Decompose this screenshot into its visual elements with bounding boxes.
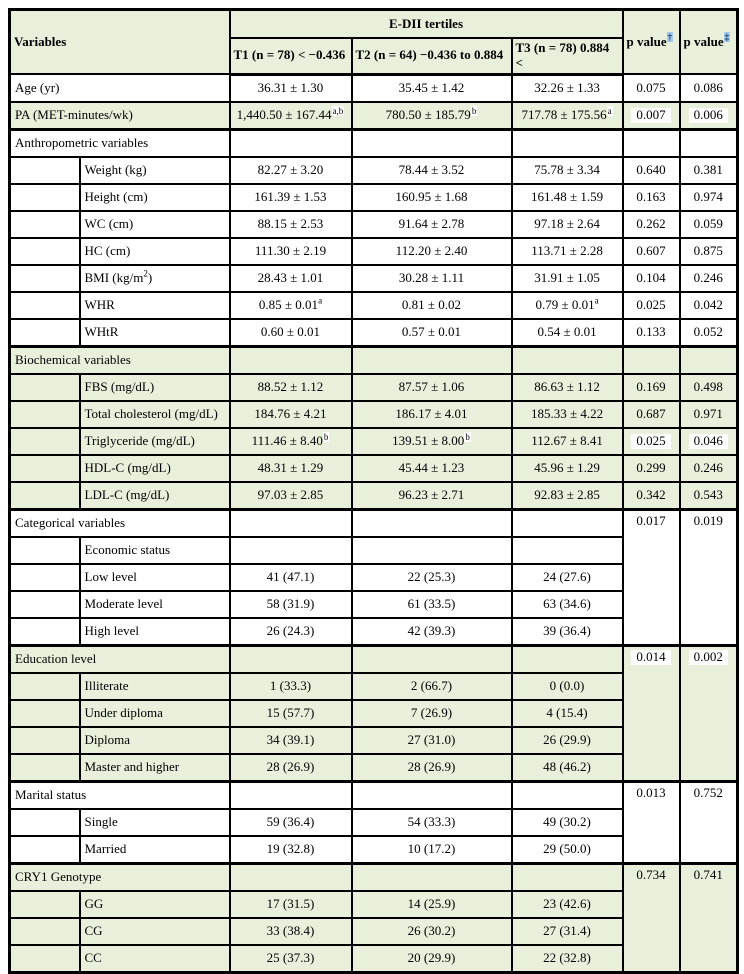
indent-cell: [10, 157, 80, 184]
cell-t2: 22 (25.3): [352, 564, 512, 591]
p-value-cell-2: [680, 102, 738, 130]
cell-t3: [512, 645, 623, 673]
p-value-cell-2: [680, 346, 738, 374]
row-label: WC (cm): [80, 211, 230, 238]
cell-t3: [512, 509, 623, 537]
section-row: [10, 509, 738, 537]
indent-cell: [10, 319, 80, 347]
p-value-cell-2: [680, 265, 738, 292]
row-label: Diploma: [80, 727, 230, 754]
p-value-cell-2: [680, 781, 738, 863]
p-value: 0.734: [636, 866, 666, 882]
p-value: 0.075: [636, 79, 666, 95]
indent-cell: [10, 401, 80, 428]
p-value: 0.104: [636, 269, 666, 285]
cell-t3: 26 (29.9): [512, 727, 623, 754]
p-value: 0.342: [636, 486, 666, 502]
indent-cell: [10, 184, 80, 211]
cell-t3: 112.67 ± 8.41: [512, 428, 623, 455]
cell-t1: 25 (37.3): [230, 945, 352, 973]
p-value-cell-2: [680, 509, 738, 645]
p-value: 0.875: [693, 242, 723, 258]
p-value-cell-2: [680, 455, 738, 482]
p-value: 0.169: [636, 378, 666, 394]
row-label: WHtR: [80, 319, 230, 347]
cell-t2: [352, 509, 512, 537]
cell-t1: 58 (31.9): [230, 591, 352, 618]
edii-tertiles-table: [8, 8, 739, 974]
cell-t3: [512, 129, 623, 157]
table-row: [10, 184, 738, 211]
table-row: [10, 319, 738, 347]
indent-cell: [10, 673, 80, 700]
p-value: 0.013: [631, 786, 670, 801]
row-label: HDL-C (mg/dL): [80, 455, 230, 482]
p-value-1-header: [623, 10, 680, 75]
p-value: 0.046: [689, 434, 728, 449]
table-row: [10, 455, 738, 482]
cell-t1: 33 (38.4): [230, 918, 352, 945]
table-row: [10, 428, 738, 455]
section-label: Biochemical variables: [10, 346, 230, 374]
p-value: 0.246: [693, 269, 723, 285]
cell-t3: [512, 346, 623, 374]
p-value-cell-1: [623, 102, 680, 130]
row-label: Weight (kg): [80, 157, 230, 184]
p-value: 0.052: [693, 323, 723, 339]
cell-t3: 86.63 ± 1.12: [512, 374, 623, 401]
cell-t1: 48.31 ± 1.29: [230, 455, 352, 482]
cell-t1: 1 (33.3): [230, 673, 352, 700]
cell-t1: [230, 781, 352, 809]
p-value: 0.741: [693, 866, 723, 882]
cell-t2: 112.20 ± 2.40: [352, 238, 512, 265]
cell-t3: 63 (34.6): [512, 591, 623, 618]
header-row-1: [10, 10, 738, 39]
cell-t1: 59 (36.4): [230, 809, 352, 836]
indent-cell: [10, 455, 80, 482]
cell-t1: 41 (47.1): [230, 564, 352, 591]
p-value-cell-2: [680, 428, 738, 455]
p-value: 0.971: [693, 405, 723, 421]
cell-t2: [352, 129, 512, 157]
cell-t3: 185.33 ± 4.22: [512, 401, 623, 428]
p-value: 0.133: [636, 323, 666, 339]
p-value: 0.006: [689, 108, 728, 123]
cell-t1: 19 (32.8): [230, 836, 352, 864]
cell-t2: [352, 537, 512, 564]
cell-t1: 0.60 ± 0.01: [230, 319, 352, 347]
cell-t3: 75.78 ± 3.34: [512, 157, 623, 184]
cell-t2: 139.51 ± 8.00$^b$: [352, 428, 512, 455]
cell-t1: [230, 863, 352, 891]
p-value-2-header: [680, 10, 738, 75]
p-value-cell-2: [680, 292, 738, 319]
p-value-cell-2: [680, 482, 738, 510]
cell-t2: [352, 781, 512, 809]
cell-t3: 49 (30.2): [512, 809, 623, 836]
table-row: [10, 374, 738, 401]
label-superscript: 2: [143, 268, 148, 279]
cell-t3: [512, 537, 623, 564]
p-value-cell-2: [680, 211, 738, 238]
cell-t2: 26 (30.2): [352, 918, 512, 945]
significance-marker: a: [594, 295, 599, 306]
row-label: CG: [80, 918, 230, 945]
row-label: PA (MET-minutes/wk): [10, 102, 230, 130]
cell-t2: 14 (25.9): [352, 891, 512, 918]
row-label: WHR: [80, 292, 230, 319]
row-label: BMI $(kg/m^2)$: [80, 265, 230, 292]
variables-header: Variables: [10, 10, 230, 75]
cell-t1: 34 (39.1): [230, 727, 352, 754]
cell-t2: 10 (17.2): [352, 836, 512, 864]
cell-t3: 113.71 ± 2.28: [512, 238, 623, 265]
indent-cell: [10, 374, 80, 401]
p-value: 0.381: [693, 161, 723, 177]
p-value-cell-1: [623, 319, 680, 347]
cell-t1: 111.30 ± 2.19: [230, 238, 352, 265]
p-value-cell-1: [623, 645, 680, 781]
row-label: CC: [80, 945, 230, 973]
cell-t1: 0.85 ± 0.01$^a$: [230, 292, 352, 319]
indent-cell: [10, 836, 80, 864]
p-value-cell-1: [623, 482, 680, 510]
cell-t1: [230, 129, 352, 157]
cell-t3: 97.18 ± 2.64: [512, 211, 623, 238]
row-label: Economic status: [80, 537, 230, 564]
p-value: 0.017: [631, 514, 670, 529]
row-label: Age (yr): [10, 74, 230, 102]
cell-t2: 61 (33.5): [352, 591, 512, 618]
table-row: [10, 157, 738, 184]
indent-cell: [10, 428, 80, 455]
cell-t3: [512, 863, 623, 891]
cell-t2: 0.57 ± 0.01: [352, 319, 512, 347]
cell-t1: [230, 509, 352, 537]
indent-cell: [10, 292, 80, 319]
cell-t3: 4 (15.4): [512, 700, 623, 727]
tertile-2-header: T2 (n = 64) −0.436 to 0.884: [352, 38, 512, 74]
p-value: 0.752: [693, 784, 723, 800]
indent-cell: [10, 618, 80, 646]
row-label: FBS (mg/dL): [80, 374, 230, 401]
p-value: 0.042: [689, 298, 728, 313]
tertile-1-header: T1 (n = 78) < −0.436: [230, 38, 352, 74]
p-value: 0.498: [693, 378, 723, 394]
p-value: 0.543: [693, 486, 723, 502]
row-label: Illiterate: [80, 673, 230, 700]
p-value: 0.299: [636, 459, 666, 475]
row-label: HC (cm): [80, 238, 230, 265]
cell-t1: 15 (57.7): [230, 700, 352, 727]
cell-t2: 7 (26.9): [352, 700, 512, 727]
cell-t1: $1,440.50 \pm 167.44^{a,b}$: [230, 102, 352, 130]
row-label: Master and higher: [80, 754, 230, 782]
p-value-cell-2: [680, 157, 738, 184]
table-body: [10, 74, 738, 972]
section-row: [10, 863, 738, 891]
table-row: [10, 292, 738, 319]
table-row: [10, 482, 738, 510]
cell-t1: 26 (24.3): [230, 618, 352, 646]
row-label: Single: [80, 809, 230, 836]
section-row: [10, 129, 738, 157]
p-value: 0.002: [689, 650, 728, 665]
table-row: [10, 401, 738, 428]
p-value-cell-1: [623, 428, 680, 455]
cell-t2: 45.44 ± 1.23: [352, 455, 512, 482]
row-label: Height (cm): [80, 184, 230, 211]
tertile-3-header: T3 (n = 78) 0.884 <: [512, 38, 623, 74]
cell-t1: 161.39 ± 1.53: [230, 184, 352, 211]
section-row: [10, 346, 738, 374]
cell-t3: [512, 781, 623, 809]
p-value: 0.086: [693, 79, 723, 95]
cell-t2: 35.45 ± 1.42: [352, 74, 512, 102]
section-label: CRY1 Genotype: [10, 863, 230, 891]
cell-t2: 42 (39.3): [352, 618, 512, 646]
row-label: Triglyceride (mg/dL): [80, 428, 230, 455]
indent-cell: [10, 754, 80, 782]
p-value-cell-1: [623, 374, 680, 401]
p-value-cell-1: [623, 157, 680, 184]
p-value: 0.974: [693, 188, 723, 204]
row-label: Low level: [80, 564, 230, 591]
cell-t3: 0 (0.0): [512, 673, 623, 700]
p-value-cell-1: [623, 346, 680, 374]
cell-t1: 28.43 ± 1.01: [230, 265, 352, 292]
cell-t3: 161.48 ± 1.59: [512, 184, 623, 211]
p-value-cell-1: [623, 265, 680, 292]
p-value-2-label: p value: [683, 33, 724, 49]
cell-t3: 0.79 ± 0.01$^a$: [512, 292, 623, 319]
cell-t3: 717.78 ± 175.56$^a$: [512, 102, 623, 130]
cell-t3: 22 (32.8): [512, 945, 623, 973]
p-value-cell-1: [623, 455, 680, 482]
cell-t2: 28 (26.9): [352, 754, 512, 782]
significance-marker: a: [318, 295, 323, 306]
p-value: 0.014: [631, 650, 670, 665]
table-row: [10, 265, 738, 292]
p-value: 0.025: [631, 434, 670, 449]
significance-marker: a: [607, 105, 612, 116]
cell-t1: 82.27 ± 3.20: [230, 157, 352, 184]
cell-t1: [230, 346, 352, 374]
indent-cell: [10, 564, 80, 591]
p-value-cell-2: [680, 74, 738, 102]
indent-cell: [10, 265, 80, 292]
p-value: 0.687: [636, 405, 666, 421]
cell-t1: 184.76 ± 4.21: [230, 401, 352, 428]
row-label: GG: [80, 891, 230, 918]
cell-t1: 97.03 ± 2.85: [230, 482, 352, 510]
p-value-cell-2: [680, 374, 738, 401]
cell-t1: 111.46 ± 8.40$^b$: [230, 428, 352, 455]
p-value-cell-1: [623, 129, 680, 157]
section-label: Marital status: [10, 781, 230, 809]
cell-t2: 87.57 ± 1.06: [352, 374, 512, 401]
indent-cell: [10, 238, 80, 265]
p-value: 0.163: [636, 188, 666, 204]
indent-cell: [10, 591, 80, 618]
p-value-cell-1: [623, 184, 680, 211]
section-label: Categorical variables: [10, 509, 230, 537]
cell-t3: 29 (50.0): [512, 836, 623, 864]
cell-t2: 0.81 ± 0.02: [352, 292, 512, 319]
indent-cell: [10, 891, 80, 918]
cell-t2: 27 (31.0): [352, 727, 512, 754]
p-value: 0.019: [689, 514, 728, 529]
p-value-cell-1: [623, 781, 680, 863]
table-row: [10, 238, 738, 265]
cell-t3: 39 (36.4): [512, 618, 623, 646]
row-label: Under diploma: [80, 700, 230, 727]
indent-cell: [10, 918, 80, 945]
indent-cell: [10, 809, 80, 836]
double-dagger-footnote-icon[interactable]: ‡: [724, 32, 730, 43]
indent-cell: [10, 482, 80, 510]
cell-t1: 88.15 ± 2.53: [230, 211, 352, 238]
p-value: 0.059: [693, 215, 723, 231]
cell-t2: 186.17 ± 4.01: [352, 401, 512, 428]
p-value-cell-1: [623, 401, 680, 428]
cell-t1: 17 (31.5): [230, 891, 352, 918]
p-value-cell-2: [680, 401, 738, 428]
p-value-cell-2: [680, 645, 738, 781]
p-value-cell-1: [623, 509, 680, 645]
table-row: [10, 211, 738, 238]
p-value: 0.262: [636, 215, 666, 231]
cell-t3: 27 (31.4): [512, 918, 623, 945]
significance-marker: b: [465, 431, 470, 442]
indent-cell: [10, 537, 80, 564]
p-value-cell-2: [680, 184, 738, 211]
p-value-cell-2: [680, 319, 738, 347]
cell-t3: 48 (46.2): [512, 754, 623, 782]
cell-t1: [230, 537, 352, 564]
significance-marker: a,b: [332, 105, 344, 116]
cell-t2: [352, 645, 512, 673]
cell-t3: 45.96 ± 1.29: [512, 455, 623, 482]
cell-t2: 54 (33.3): [352, 809, 512, 836]
row-label: Moderate level: [80, 591, 230, 618]
dagger-footnote-icon[interactable]: †: [667, 32, 673, 43]
indent-cell: [10, 727, 80, 754]
cell-t2: [352, 863, 512, 891]
p-value: 0.640: [636, 161, 666, 177]
table-row: [10, 74, 738, 102]
cell-t2: [352, 346, 512, 374]
cell-t2: 780.50 ± 185.79$^b$: [352, 102, 512, 130]
cell-t1: 36.31 ± 1.30: [230, 74, 352, 102]
tertiles-header: E-DII tertiles: [230, 10, 623, 39]
p-value-cell-2: [680, 129, 738, 157]
p-value-cell-2: [680, 238, 738, 265]
cell-t2: 78.44 ± 3.52: [352, 157, 512, 184]
cell-t2: 91.64 ± 2.78: [352, 211, 512, 238]
cell-t1: 28 (26.9): [230, 754, 352, 782]
section-row: [10, 781, 738, 809]
p-value-1-label: p value: [626, 33, 667, 49]
p-value-cell-1: [623, 238, 680, 265]
p-value-cell-1: [623, 863, 680, 972]
indent-cell: [10, 211, 80, 238]
cell-t2: 96.23 ± 2.71: [352, 482, 512, 510]
cell-t2: 30.28 ± 1.11: [352, 265, 512, 292]
table-row: [10, 102, 738, 130]
cell-t3: 32.26 ± 1.33: [512, 74, 623, 102]
p-value: 0.007: [631, 108, 670, 123]
p-value: 0.025: [631, 298, 670, 313]
cell-t2: 20 (29.9): [352, 945, 512, 973]
indent-cell: [10, 700, 80, 727]
p-value-cell-1: [623, 211, 680, 238]
cell-t3: 31.91 ± 1.05: [512, 265, 623, 292]
p-value-cell-1: [623, 292, 680, 319]
cell-t1: 88.52 ± 1.12: [230, 374, 352, 401]
p-value: 0.607: [636, 242, 666, 258]
p-value: 0.246: [693, 459, 723, 475]
cell-t3: 0.54 ± 0.01: [512, 319, 623, 347]
p-value-cell-1: [623, 74, 680, 102]
indent-cell: [10, 945, 80, 973]
row-label: LDL-C (mg/dL): [80, 482, 230, 510]
cell-t3: 92.83 ± 2.85: [512, 482, 623, 510]
cell-t1: [230, 645, 352, 673]
cell-t2: 160.95 ± 1.68: [352, 184, 512, 211]
p-value-cell-2: [680, 863, 738, 972]
significance-marker: b: [471, 105, 477, 116]
significance-marker: b: [323, 431, 329, 442]
row-label: Married: [80, 836, 230, 864]
row-label: High level: [80, 618, 230, 646]
row-label: Total cholesterol (mg/dL): [80, 401, 230, 428]
section-row: [10, 645, 738, 673]
section-label: Education level: [10, 645, 230, 673]
section-label: Anthropometric variables: [10, 129, 230, 157]
cell-t2: 2 (66.7): [352, 673, 512, 700]
cell-t3: 23 (42.6): [512, 891, 623, 918]
cell-t3: 24 (27.6): [512, 564, 623, 591]
